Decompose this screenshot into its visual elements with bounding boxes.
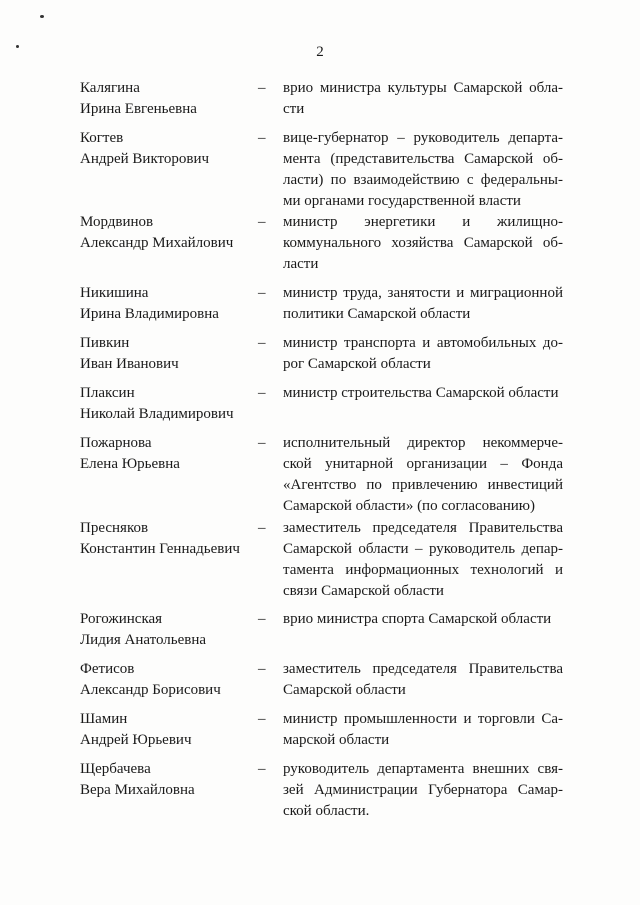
position-text — [283, 383, 563, 404]
person-name — [80, 128, 260, 170]
separator-dash: – — [258, 214, 266, 230]
position-line: министр транспорта и автомобильных до- — [283, 335, 563, 351]
given-names: Александр Михайлович — [80, 235, 234, 251]
position-line: вице-губернатор – руководитель департа- — [283, 130, 563, 146]
surname: Никишина — [80, 285, 149, 301]
position-text — [283, 333, 563, 375]
surname: Щербачева — [80, 761, 151, 777]
position-line: сти — [283, 101, 305, 117]
position-line: врио министра культуры Самарской обла- — [283, 80, 563, 96]
given-names: Лидия Анатольевна — [80, 632, 207, 648]
position-text — [283, 518, 563, 602]
person-name — [80, 433, 260, 475]
separator-dash: – — [258, 520, 266, 536]
given-names: Вера Михайловна — [80, 782, 195, 798]
surname: Мордвинов — [80, 214, 154, 230]
surname: Пресняков — [80, 520, 149, 536]
position-line: министр строительства Самарской области — [283, 385, 559, 401]
position-text — [283, 659, 563, 701]
position-text — [283, 433, 563, 517]
position-line: мента (представительства Самарской об- — [283, 151, 563, 167]
position-line: «Агентство по привлечению инвестиций — [283, 477, 563, 493]
given-names: Елена Юрьевна — [80, 456, 180, 472]
position-line: ской унитарной организации – Фонда — [283, 456, 563, 472]
person-name — [80, 333, 260, 375]
surname: Пожарнова — [80, 435, 152, 451]
surname: Фетисов — [80, 661, 135, 677]
position-line: исполнительный директор некоммерче- — [283, 435, 563, 451]
position-line: заместитель председателя Правительства — [283, 661, 563, 677]
position-line: министр энергетики и жилищно- — [283, 214, 563, 230]
separator-dash: – — [258, 335, 266, 351]
separator-dash: – — [258, 385, 266, 401]
scan-speck — [40, 15, 44, 18]
position-line: тамента информационных технологий и — [283, 562, 563, 578]
position-text — [283, 709, 563, 751]
separator-dash: – — [258, 761, 266, 777]
position-line: коммунального хозяйства Самарской об- — [283, 235, 563, 251]
surname: Рогожинская — [80, 611, 163, 627]
person-name — [80, 609, 260, 651]
separator-dash: – — [258, 285, 266, 301]
given-names: Андрей Юрьевич — [80, 732, 192, 748]
position-line: ми органами государственной власти — [283, 193, 521, 209]
given-names: Ирина Евгеньевна — [80, 101, 197, 117]
position-line: руководитель департамента внешних свя- — [283, 761, 563, 777]
position-line: министр труда, занятости и миграционной — [283, 285, 563, 301]
position-text — [283, 759, 563, 822]
separator-dash: – — [258, 435, 266, 451]
given-names: Константин Геннадьевич — [80, 541, 240, 557]
separator-dash: – — [258, 711, 266, 727]
person-name — [80, 709, 260, 751]
separator-dash: – — [258, 130, 266, 146]
position-line: ласти) по взаимодействию с федеральны- — [283, 172, 563, 188]
person-name — [80, 659, 260, 701]
position-text — [283, 212, 563, 275]
person-name — [80, 759, 260, 801]
position-line: министр промышленности и торговли Са- — [283, 711, 563, 727]
given-names: Ирина Владимировна — [80, 306, 219, 322]
surname: Калягина — [80, 80, 140, 96]
position-line: зей Администрации Губернатора Самар- — [283, 782, 563, 798]
surname: Шамин — [80, 711, 128, 727]
position-text — [283, 78, 563, 120]
given-names: Александр Борисович — [80, 682, 221, 698]
person-name — [80, 212, 260, 254]
surname: Плаксин — [80, 385, 135, 401]
surname: Когтев — [80, 130, 124, 146]
position-line: связи Самарской области — [283, 583, 444, 599]
separator-dash: – — [258, 611, 266, 627]
position-line: марской области — [283, 732, 390, 748]
given-names: Андрей Викторович — [80, 151, 210, 167]
separator-dash: – — [258, 661, 266, 677]
position-line: Самарской области – руководитель депар- — [283, 541, 563, 557]
position-line: врио министра спорта Самарской области — [283, 611, 552, 627]
position-line: Самарской области» (по согласованию) — [283, 498, 535, 514]
position-text — [283, 609, 563, 630]
given-names: Николай Владимирович — [80, 406, 234, 422]
position-line: рог Самарской области — [283, 356, 431, 372]
person-name — [80, 383, 260, 425]
position-line: заместитель председателя Правительства — [283, 520, 563, 536]
position-text — [283, 283, 563, 325]
position-text — [283, 128, 563, 212]
position-line: Самарской области — [283, 682, 406, 698]
separator-dash: – — [258, 80, 266, 96]
surname: Пивкин — [80, 335, 130, 351]
position-line: ласти — [283, 256, 319, 272]
person-name — [80, 78, 260, 120]
person-name — [80, 518, 260, 560]
page-number: 2 — [316, 44, 324, 60]
position-line: политики Самарской области — [283, 306, 471, 322]
given-names: Иван Иванович — [80, 356, 179, 372]
position-line: ской области. — [283, 803, 370, 819]
person-name — [80, 283, 260, 325]
